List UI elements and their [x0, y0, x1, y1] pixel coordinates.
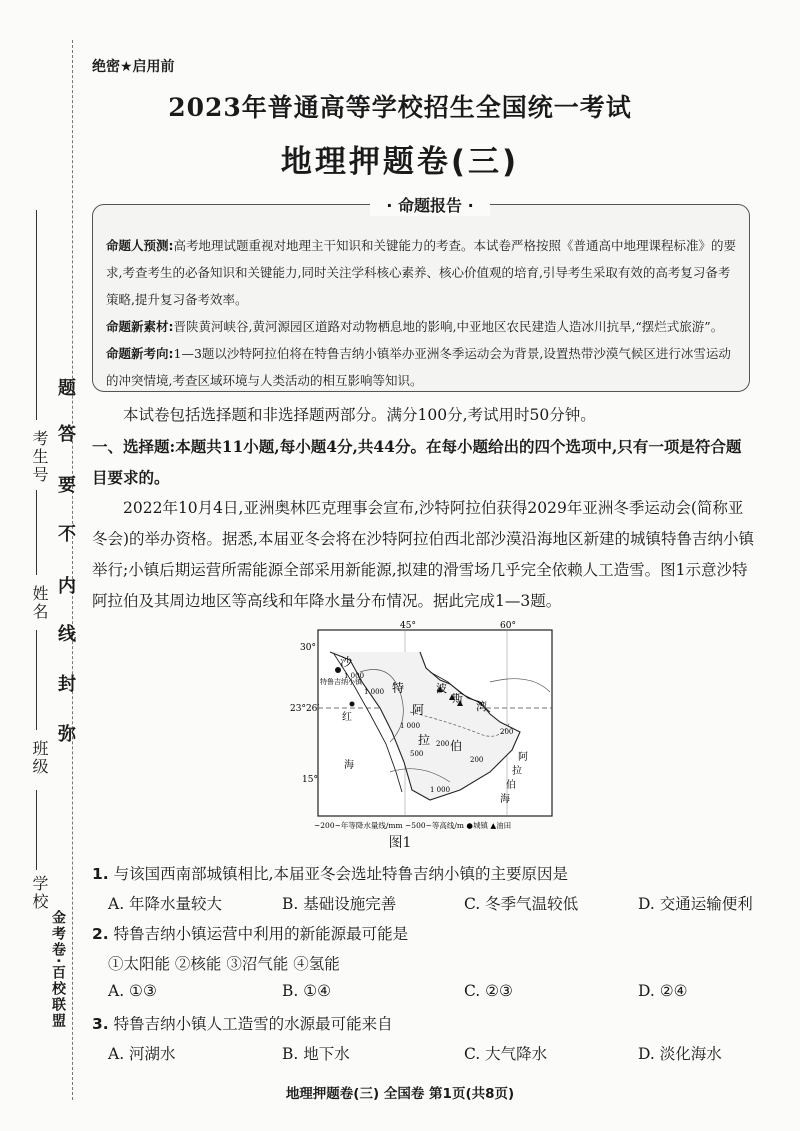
- lon-label: 60°: [500, 621, 516, 631]
- paper-title: 地理押题卷(三): [280, 144, 520, 180]
- isoline-number: 1 000: [430, 786, 451, 794]
- option[interactable]: D. 淡化海水: [638, 1045, 722, 1063]
- option[interactable]: B. ①④: [282, 982, 332, 1000]
- isoline-number: 1 000: [364, 688, 385, 696]
- option[interactable]: A. ①③: [108, 982, 157, 1000]
- town-dot: [350, 702, 355, 707]
- seal-char: 封: [55, 674, 76, 694]
- class-label: 班级: [30, 740, 49, 776]
- passage-text: 2022年10月4日,亚洲奥林匹克理事会宣布,沙特阿拉伯获得2029年亚洲冬季运动会(简称亚冬会)的举办资格。据悉,本届亚冬会将在沙特阿拉伯西北部沙漠沿海地区新建的城镇特鲁吉纳小镇举行;小镇后期运营所需能源全部采用新能源,拟建的滑雪场几乎完全依赖人工造雪。图1示意沙特阿拉伯及其周边地区等高线和年降水量分布情况。据此完成1—3题。: [92, 499, 754, 610]
- place-label: 沙: [340, 655, 353, 669]
- map-figure: [290, 621, 560, 832]
- option[interactable]: A. 河湖水: [108, 1045, 176, 1063]
- seal-char: 题: [55, 378, 76, 398]
- place-label: 拉: [512, 766, 522, 777]
- name-label: 姓名: [30, 585, 49, 621]
- question-1: 1. 与该国西南部城镇相比,本届亚冬会选址特鲁吉纳小镇的主要原因是: [92, 865, 569, 883]
- place-label: 海: [344, 760, 354, 771]
- place-label: 阿: [518, 752, 528, 763]
- isoline-number: 200: [436, 740, 450, 748]
- lat-label: 15°: [302, 775, 318, 785]
- option[interactable]: B. 地下水: [282, 1045, 350, 1063]
- intro-text: 本试卷包括选择题和非选择题两部分。满分100分,考试用时50分钟。: [123, 406, 596, 424]
- place-label: 特: [392, 681, 405, 695]
- place-label: 拉: [418, 733, 431, 747]
- isoline-number: 1 000: [400, 722, 421, 730]
- place-label: 伯: [506, 780, 516, 791]
- option[interactable]: B. 基础设施完善: [282, 895, 397, 913]
- name-blank: [36, 490, 37, 575]
- isoline-number: 1 000: [344, 672, 365, 680]
- option[interactable]: C. ②③: [464, 982, 513, 1000]
- exam-no-blank: [36, 210, 37, 420]
- place-label: 斯: [452, 692, 463, 705]
- question-2-subitems: ①太阳能 ②核能 ③沼气能 ④氢能: [108, 955, 340, 973]
- question-3: 3. 特鲁吉纳小镇人工造雪的水源最可能来自: [92, 1015, 393, 1033]
- lat-label: 30°: [300, 643, 316, 653]
- option[interactable]: A. 年降水量较大: [108, 895, 223, 913]
- map-legend: ~200~年等降水量线/mm ~500~等高线/m ●城镇 ▲油田: [314, 821, 512, 830]
- isoline-number: 200: [470, 756, 484, 764]
- figure-caption: 图1: [388, 835, 412, 851]
- school-blank: [36, 790, 37, 870]
- place-label: 伯: [450, 739, 463, 753]
- exam-no-label: 考生号: [30, 430, 49, 484]
- option[interactable]: C. 冬季气温较低: [464, 895, 579, 913]
- place-label: 海: [500, 794, 510, 805]
- intro-block: [92, 400, 756, 617]
- report-item: 命题人预测:高考地理试题重视对地理主干知识和关键能力的考查。本试卷严格按照《普通高中地理课程标准》的要求,考查考生的必备知识和关键能力,同时关注学科核心素养、核心价值观的培育,引导考生采取有效的高考复习备考策略,提升复习备考效率。: [106, 238, 737, 307]
- report-item: 命题新考向:1—3题以沙特阿拉伯将在特鲁吉纳小镇举办亚洲冬季运动会为背景,设置热带沙漠气候区进行冰雪运动的冲突情境,考查区域环境与人类活动的相互影响等知识。: [106, 346, 731, 388]
- seal-char: 线: [55, 624, 76, 644]
- lat-label: 23°26′: [290, 704, 320, 714]
- report-title: · 命题报告 ·: [370, 193, 490, 216]
- exam-title: 2023年普通高等学校招生全国统一考试: [168, 93, 632, 122]
- report-item: 命题新素材:晋陕黄河峡谷,黄河源园区道路对动物栖息地的影响,中亚地区农民建造人造冰川抗旱,“摆烂式旅游”。: [106, 319, 724, 334]
- place-label: 波: [436, 682, 447, 695]
- question-2: 2. 特鲁吉纳小镇运营中利用的新能源最可能是: [92, 925, 409, 943]
- school-label: 学校: [30, 875, 49, 911]
- town-label: 特鲁吉纳小镇: [320, 678, 362, 686]
- lon-label: 45°: [400, 621, 416, 631]
- binding-line: [72, 40, 73, 1100]
- option[interactable]: C. 大气降水: [464, 1045, 548, 1063]
- place-label: 阿: [412, 703, 425, 717]
- seal-char: 要: [55, 475, 76, 495]
- place-label: 湾: [476, 700, 487, 713]
- alliance-label: 金考卷·百校联盟: [50, 910, 66, 1030]
- seal-char: 不: [55, 524, 76, 544]
- isoline-number: 200: [500, 728, 514, 736]
- report-body: [106, 232, 738, 394]
- page-footer: 地理押题卷(三) 全国卷 第1页(共8页): [285, 1086, 515, 1102]
- isoline-number: 500: [410, 750, 424, 758]
- class-blank: [36, 630, 37, 730]
- option[interactable]: D. 交通运输便利: [638, 895, 753, 913]
- confidential-label: 绝密★启用前: [92, 59, 175, 75]
- seal-char: 弥: [55, 724, 76, 744]
- section-heading: 一、选择题:本题共11小题,每小题4分,共44分。在每小题给出的四个选项中,只有一项是符合题目要求的。: [92, 437, 742, 487]
- option[interactable]: D. ②④: [638, 982, 688, 1000]
- place-label: 红: [342, 712, 352, 723]
- seal-char: 内: [55, 576, 76, 596]
- seal-char: 答: [55, 424, 76, 444]
